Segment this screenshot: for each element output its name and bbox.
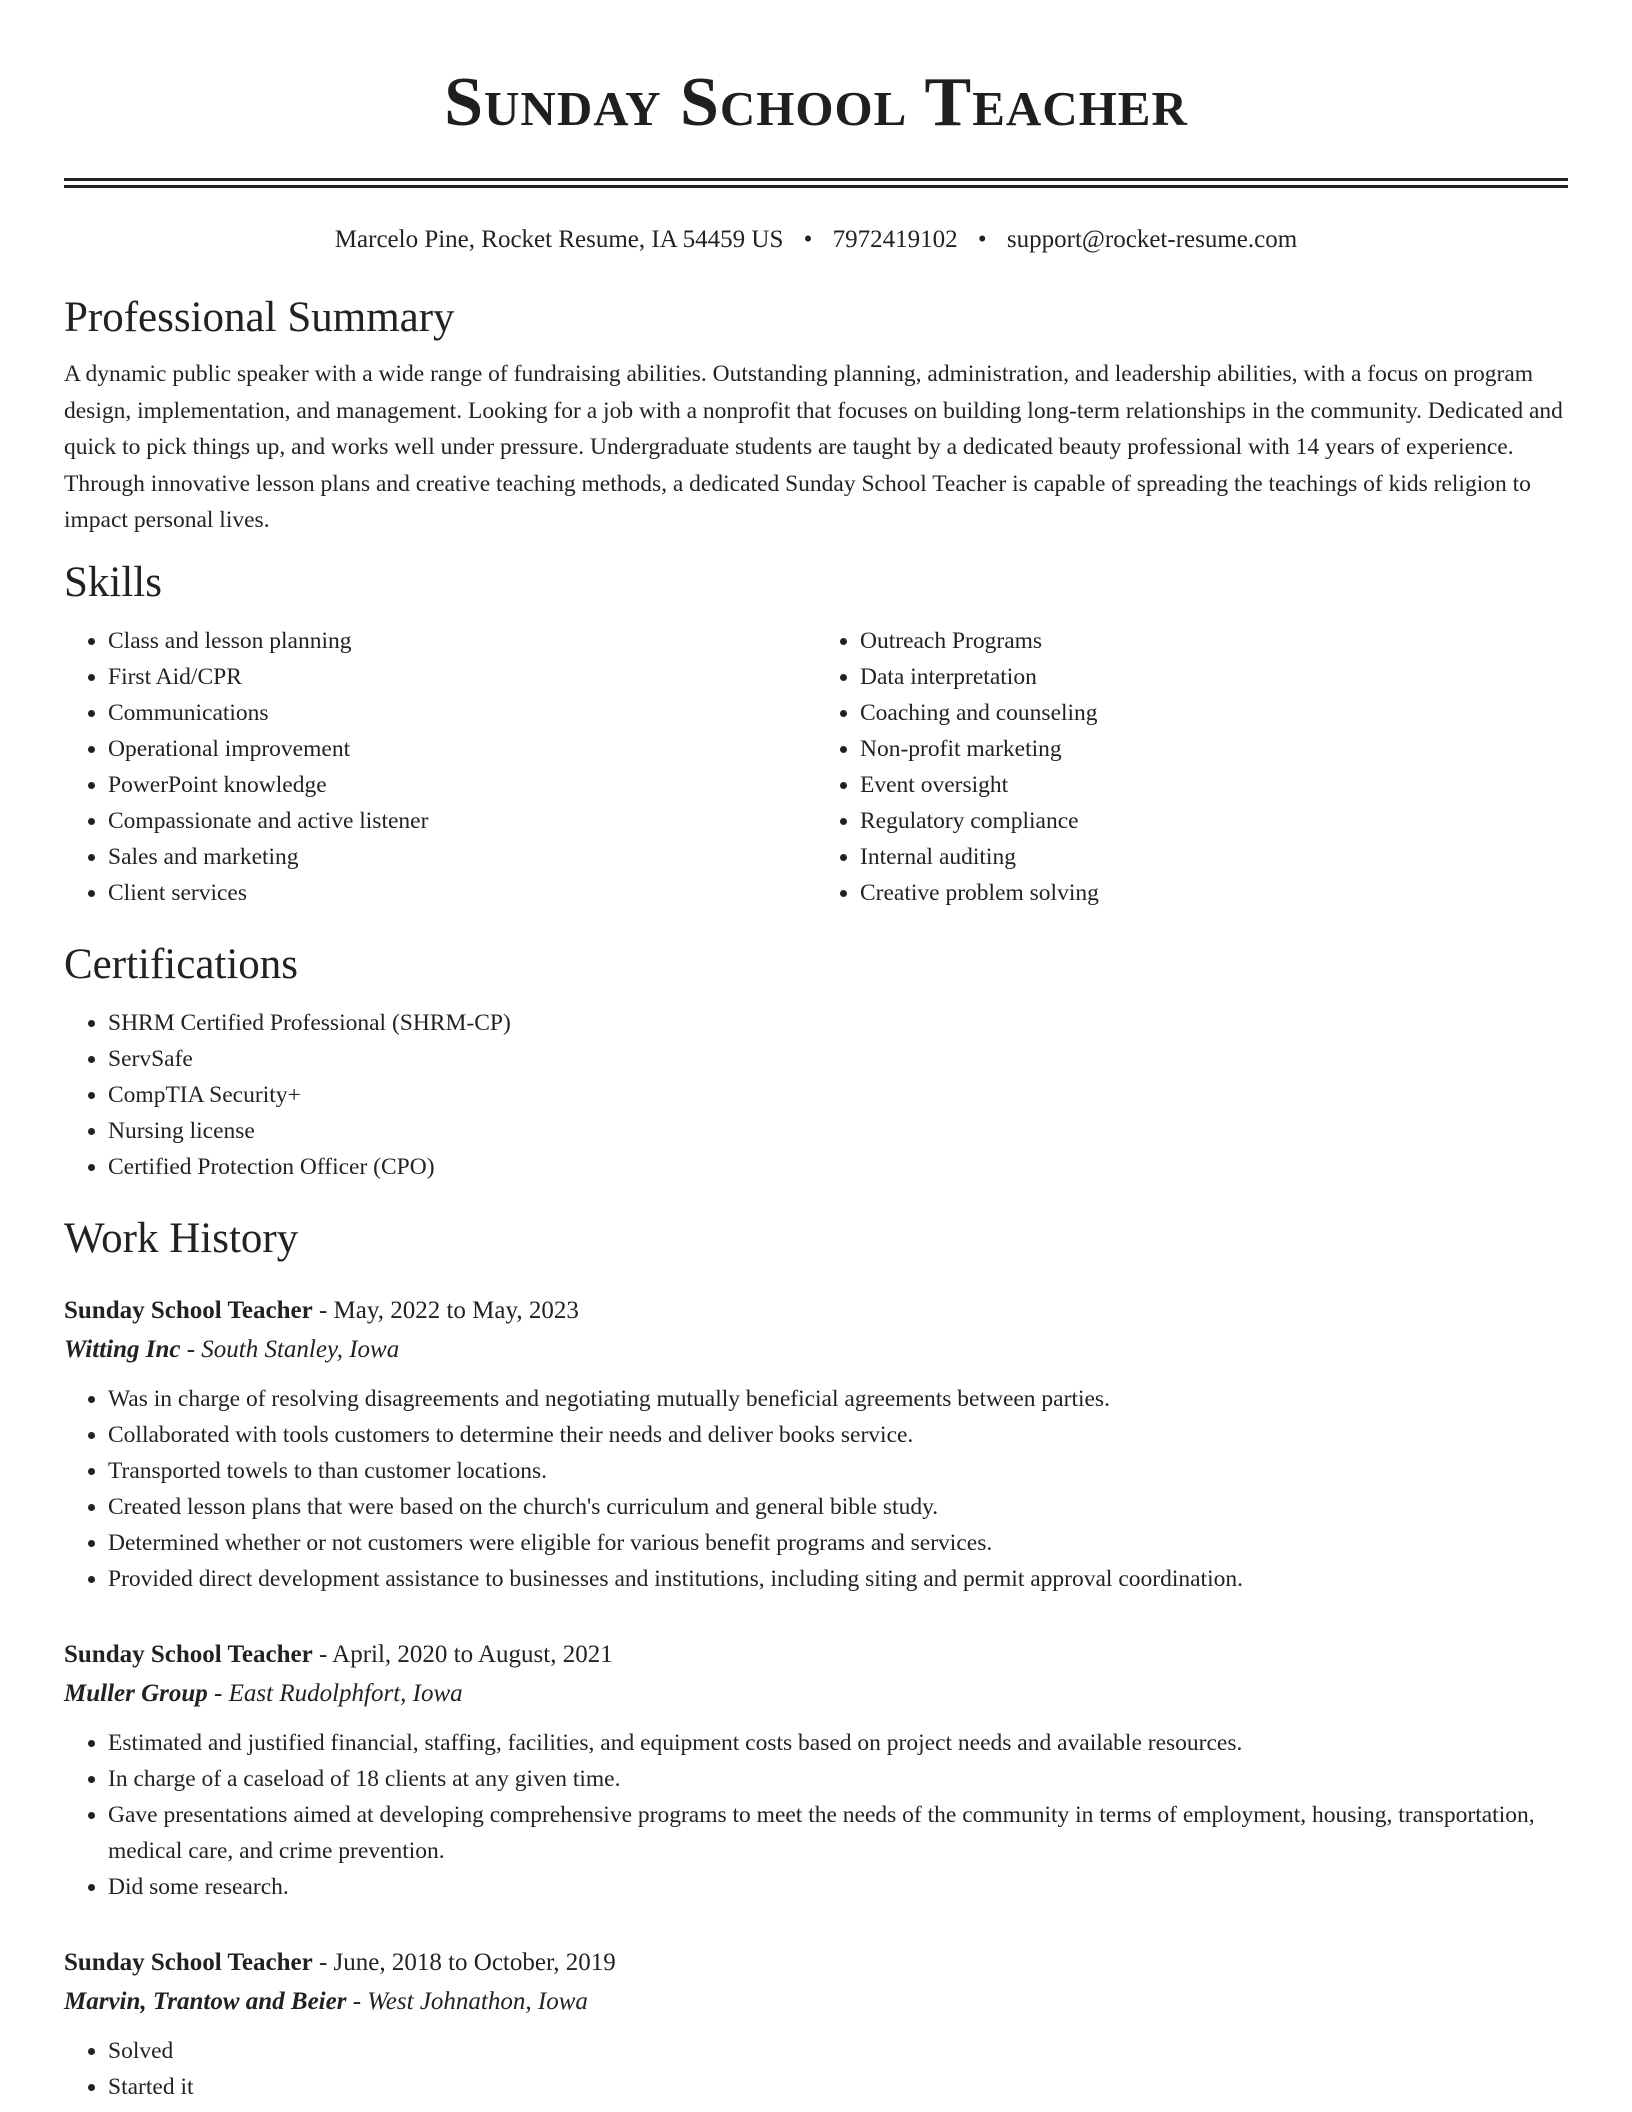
certification-item: • Certified Protection Officer (CPO) bbox=[108, 1149, 1568, 1185]
skills-list-left bbox=[64, 623, 816, 911]
summary-text: A dynamic public speaker with a wide range of fundraising abilities. Outstanding planning, administration, and leadership abilities, with a focus on program design, implementation, and management. Looking for a job with a nonprofit that focuses on building long-term relationships in the community. Dedicated and quick to pick things up, and works well under pressure. Undergraduate students are taught by a dedicated beauty professional with 14 years of experience. Through innovative lesson plans and creative teaching methods, a dedicated Sunday School Teacher is capable of spreading the teachings of kids religion to impact personal lives. bbox=[64, 361, 1563, 533]
skill-item: • Communications bbox=[108, 695, 816, 731]
job-duty: • Provided direct development assistance to businesses and institutions, including siting and permit approval coordination. bbox=[108, 1561, 1568, 1597]
job-role: Sunday School Teacher bbox=[64, 1640, 313, 1668]
job-company: Muller Group bbox=[64, 1679, 208, 1707]
job-header bbox=[64, 1635, 1568, 1674]
contact-phone: 7972419102 bbox=[832, 226, 958, 253]
skill-item: • Client services bbox=[108, 875, 816, 911]
job-duty: • Was in charge of resolving disagreements and negotiating mutually beneficial agreements between parties. bbox=[108, 1381, 1568, 1417]
job-duty: • Collaborated with tools customers to determine their needs and deliver books service. bbox=[108, 1417, 1568, 1453]
skill-item: • Compassionate and active listener bbox=[108, 803, 816, 839]
skill-item: • Event oversight bbox=[860, 767, 1568, 803]
skill-item: • Class and lesson planning bbox=[108, 623, 816, 659]
job-company-line bbox=[64, 1982, 1568, 2021]
certification-item: • CompTIA Security+ bbox=[108, 1077, 1568, 1113]
job-duty: • Estimated and justified financial, staffing, facilities, and equipment costs based on project needs and available resources. bbox=[108, 1725, 1568, 1761]
skill-item: • Operational improvement bbox=[108, 731, 816, 767]
job-duty: • Did some research. bbox=[108, 1869, 1568, 1905]
job-location: - South Stanley, Iowa bbox=[180, 1335, 400, 1363]
certification-item: • SHRM Certified Professional (SHRM-CP) bbox=[108, 1005, 1568, 1041]
contact-line bbox=[64, 222, 1568, 258]
skill-item: • Coaching and counseling bbox=[860, 695, 1568, 731]
job-company: Marvin, Trantow and Beier bbox=[64, 1987, 347, 2015]
job-entry bbox=[64, 1635, 1568, 1905]
certifications-list bbox=[64, 1005, 1568, 1185]
skill-item: • Regulatory compliance bbox=[860, 803, 1568, 839]
job-duty: • Solved bbox=[108, 2033, 1568, 2069]
job-location: - West Johnathon, Iowa bbox=[346, 1987, 588, 2015]
skills-columns bbox=[64, 623, 1568, 911]
job-duty: • Determined whether or not customers were eligible for various benefit programs and services. bbox=[108, 1525, 1568, 1561]
skill-item: • Creative problem solving bbox=[860, 875, 1568, 911]
resume-title: Sunday School Teacher bbox=[444, 64, 1188, 141]
contact-address: Marcelo Pine, Rocket Resume, IA 54459 US bbox=[334, 226, 784, 253]
job-dates: - April, 2020 to August, 2021 bbox=[312, 1640, 613, 1668]
job-duty: • In charge of a caseload of 18 clients at any given time. bbox=[108, 1761, 1568, 1797]
job-duty: • Gave presentations aimed at developing comprehensive programs to meet the needs of the community in terms of employment, housing, transportation, medical care, and crime prevention. bbox=[108, 1797, 1568, 1869]
skill-item: • Sales and marketing bbox=[108, 839, 816, 875]
job-duties bbox=[64, 1725, 1568, 1905]
skill-item: • First Aid/CPR bbox=[108, 659, 816, 695]
job-company-line bbox=[64, 1674, 1568, 1713]
job-header bbox=[64, 1291, 1568, 1330]
title-divider bbox=[64, 178, 1568, 188]
job-role: Sunday School Teacher bbox=[64, 1948, 313, 1976]
contact-email: support@rocket-resume.com bbox=[1006, 226, 1298, 253]
job-header bbox=[64, 1943, 1568, 1982]
skills-list-right bbox=[816, 623, 1568, 911]
job-dates: - June, 2018 to October, 2019 bbox=[312, 1948, 616, 1976]
skill-item: • Data interpretation bbox=[860, 659, 1568, 695]
job-role: Sunday School Teacher bbox=[64, 1296, 313, 1324]
certification-item: • Nursing license bbox=[108, 1113, 1568, 1149]
job-duties bbox=[64, 2033, 1568, 2105]
job-duty: • Started it bbox=[108, 2069, 1568, 2105]
job-dates: - May, 2022 to May, 2023 bbox=[312, 1296, 579, 1324]
job-company-line bbox=[64, 1330, 1568, 1369]
skill-item: • PowerPoint knowledge bbox=[108, 767, 816, 803]
job-location: - East Rudolphfort, Iowa bbox=[207, 1679, 463, 1707]
summary-heading: Professional Summary bbox=[64, 294, 455, 341]
skills-heading: Skills bbox=[64, 558, 162, 606]
job-company: Witting Inc bbox=[64, 1335, 181, 1363]
skill-item: • Outreach Programs bbox=[860, 623, 1568, 659]
job-duty: • Created lesson plans that were based on the church's curriculum and general bible study. bbox=[108, 1489, 1568, 1525]
certification-item: • ServSafe bbox=[108, 1041, 1568, 1077]
job-duty: • Transported towels to than customer locations. bbox=[108, 1453, 1568, 1489]
job-duties bbox=[64, 1381, 1568, 1597]
job-entry bbox=[64, 1291, 1568, 1597]
contact-separator: • bbox=[803, 226, 813, 253]
contact-separator: • bbox=[977, 226, 987, 253]
skill-item: • Internal auditing bbox=[860, 839, 1568, 875]
work-history-heading: Work History bbox=[64, 1214, 299, 1262]
skill-item: • Non-profit marketing bbox=[860, 731, 1568, 767]
certifications-heading: Certifications bbox=[64, 940, 299, 988]
job-entry bbox=[64, 1943, 1568, 2105]
